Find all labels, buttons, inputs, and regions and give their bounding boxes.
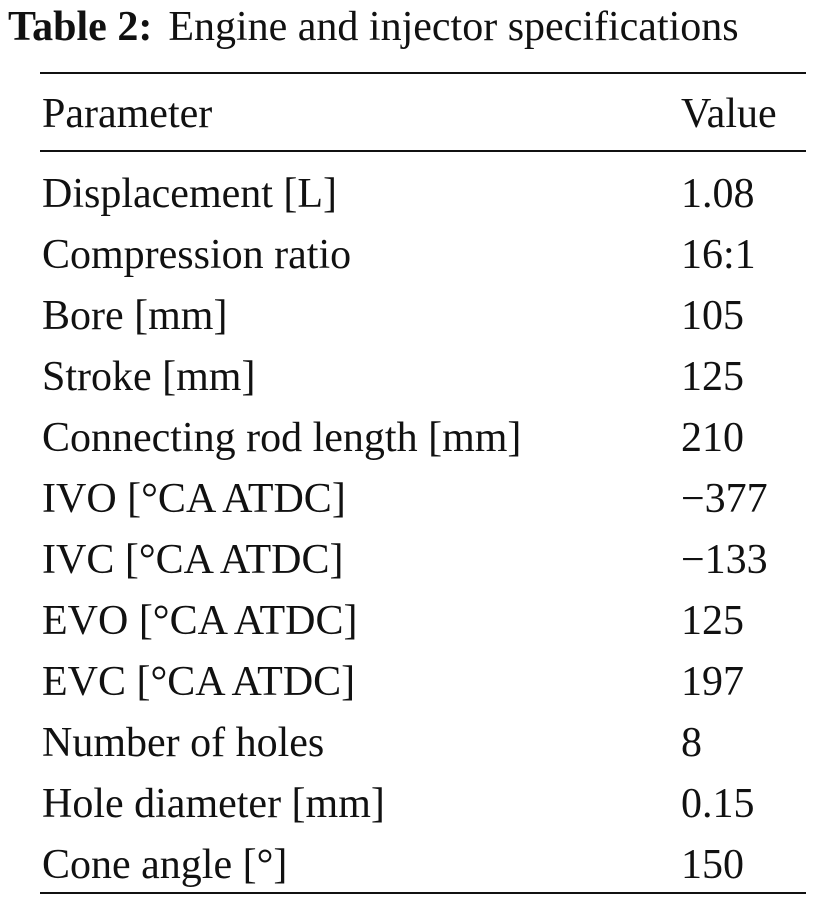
value-cell: 0.15 — [681, 781, 755, 827]
table-row — [0, 225, 837, 286]
table-row — [0, 408, 837, 469]
table-row — [0, 164, 837, 225]
value-cell: −377 — [681, 476, 768, 522]
table-row — [0, 469, 837, 530]
table-row — [0, 713, 837, 774]
value-cell: 8 — [681, 720, 702, 766]
value-cell: 1.08 — [681, 171, 755, 217]
parameter-cell: IVO [°CA ATDC] — [42, 476, 346, 522]
bottom-rule — [40, 892, 806, 894]
parameter-cell: Cone angle [°] — [42, 842, 288, 888]
header-value: Value — [681, 91, 777, 137]
table-row — [0, 286, 837, 347]
table-row — [0, 774, 837, 835]
value-cell: −133 — [681, 537, 768, 583]
value-cell: 150 — [681, 842, 744, 888]
parameter-cell: EVO [°CA ATDC] — [42, 598, 358, 644]
table-title: Engine and injector specifications — [168, 4, 739, 50]
parameter-cell: Hole diameter [mm] — [42, 781, 385, 827]
table-row — [0, 347, 837, 408]
parameter-cell: Displacement [L] — [42, 171, 338, 217]
parameter-cell: Bore [mm] — [42, 293, 228, 339]
parameter-cell: Compression ratio — [42, 232, 352, 278]
parameter-cell: Stroke [mm] — [42, 354, 256, 400]
value-cell: 210 — [681, 415, 744, 461]
header-parameter: Parameter — [42, 91, 213, 137]
value-cell: 16:1 — [681, 232, 756, 278]
table-row — [0, 591, 837, 652]
value-cell: 105 — [681, 293, 744, 339]
value-cell: 197 — [681, 659, 744, 705]
table-row — [0, 835, 837, 896]
value-cell: 125 — [681, 354, 744, 400]
parameter-cell: EVC [°CA ATDC] — [42, 659, 356, 705]
parameter-cell: Connecting rod length [mm] — [42, 415, 522, 461]
table-label: Table 2: — [8, 4, 153, 50]
parameter-cell: IVC [°CA ATDC] — [42, 537, 344, 583]
value-cell: 125 — [681, 598, 744, 644]
parameter-cell: Number of holes — [42, 720, 325, 766]
table-row — [0, 530, 837, 591]
table-row — [0, 652, 837, 713]
